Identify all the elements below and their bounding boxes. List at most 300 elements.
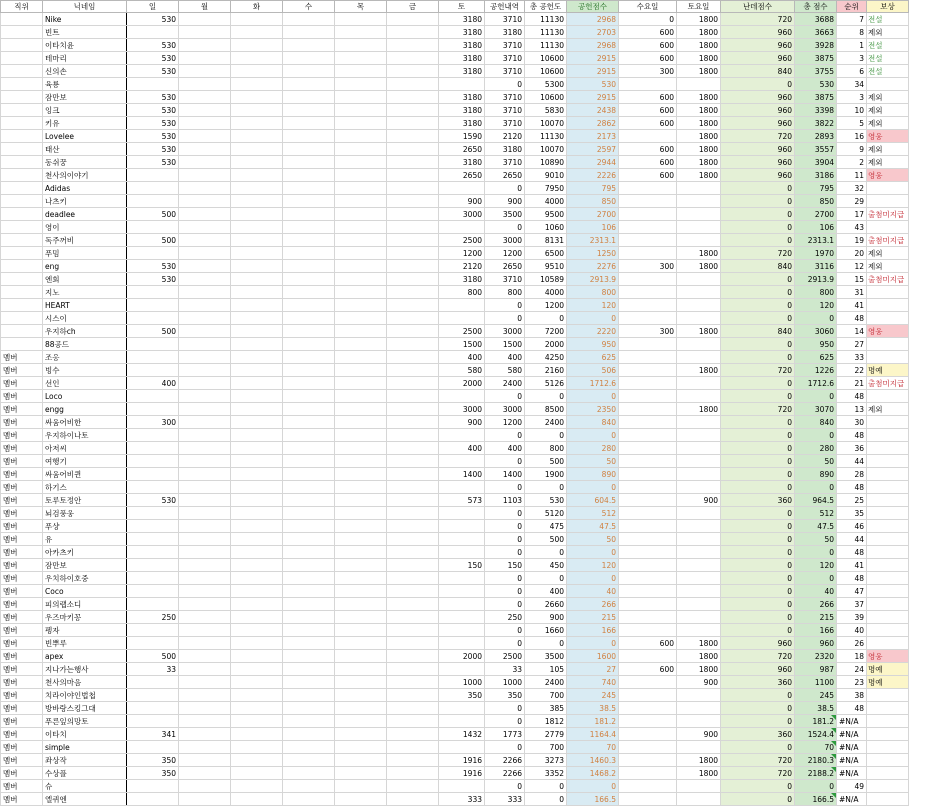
cell-wed-score[interactable] — [619, 273, 677, 286]
cell-name[interactable]: 우치하이호중 — [43, 572, 127, 585]
cell-guard-score[interactable]: 840 — [721, 325, 795, 338]
cell-sat-score[interactable] — [677, 442, 721, 455]
cell-contrib-score[interactable]: 50 — [567, 533, 619, 546]
cell-wed[interactable] — [283, 728, 335, 741]
cell-sat-score[interactable] — [677, 299, 721, 312]
cell-guard-score[interactable]: 0 — [721, 689, 795, 702]
cell-wed-score[interactable] — [619, 520, 677, 533]
cell-sun[interactable]: 530 — [127, 39, 179, 52]
cell-fri[interactable] — [387, 143, 439, 156]
cell-position[interactable]: 37 — [837, 598, 867, 611]
cell-contrib-detail[interactable]: 0 — [485, 221, 525, 234]
cell-name[interactable]: 펭자 — [43, 624, 127, 637]
cell-sat-score[interactable]: 1800 — [677, 169, 721, 182]
cell-rank[interactable]: 멤버 — [1, 715, 43, 728]
cell-guard-score[interactable]: 0 — [721, 182, 795, 195]
column-header-sun[interactable]: 일 — [127, 1, 179, 13]
cell-name[interactable]: HEART — [43, 299, 127, 312]
cell-wed[interactable] — [283, 780, 335, 793]
cell-total-score[interactable]: 0 — [795, 780, 837, 793]
cell-fri[interactable] — [387, 728, 439, 741]
cell-name[interactable]: 뇌검풍웅 — [43, 507, 127, 520]
cell-rank[interactable]: 크뤼 — [1, 26, 43, 39]
cell-total-contrib[interactable]: 2400 — [525, 676, 567, 689]
cell-position[interactable]: 27 — [837, 338, 867, 351]
cell-name[interactable]: 유 — [43, 533, 127, 546]
cell-total-contrib[interactable]: 8500 — [525, 403, 567, 416]
cell-thu[interactable] — [335, 312, 387, 325]
column-header-total-contrib[interactable]: 총 공헌도 — [525, 1, 567, 13]
cell-guard-score[interactable]: 0 — [721, 390, 795, 403]
column-header-rank[interactable]: 직위 — [1, 1, 43, 13]
cell-thu[interactable] — [335, 520, 387, 533]
column-header-tue[interactable]: 화 — [231, 1, 283, 13]
cell-tue[interactable] — [231, 637, 283, 650]
cell-wed-score[interactable] — [619, 546, 677, 559]
cell-name[interactable]: 이타치윤 — [43, 39, 127, 52]
cell-reward[interactable]: 영웅 — [867, 650, 909, 663]
cell-rank[interactable]: 엘리트 — [1, 195, 43, 208]
cell-fri[interactable] — [387, 676, 439, 689]
cell-position[interactable]: 38 — [837, 689, 867, 702]
cell-contrib-detail[interactable]: 0 — [485, 585, 525, 598]
cell-contrib-score[interactable]: 604.5 — [567, 494, 619, 507]
cell-thu[interactable] — [335, 65, 387, 78]
cell-total-contrib[interactable]: 5120 — [525, 507, 567, 520]
cell-position[interactable]: 2 — [837, 156, 867, 169]
cell-wed[interactable] — [283, 559, 335, 572]
cell-contrib-score[interactable]: 266 — [567, 598, 619, 611]
cell-mon[interactable] — [179, 364, 231, 377]
cell-tue[interactable] — [231, 624, 283, 637]
cell-wed-score[interactable] — [619, 689, 677, 702]
cell-sat[interactable]: 2120 — [439, 260, 485, 273]
cell-contrib-score[interactable]: 0 — [567, 429, 619, 442]
cell-contrib-detail[interactable]: 350 — [485, 689, 525, 702]
cell-name[interactable]: 싸움어비한 — [43, 416, 127, 429]
cell-fri[interactable] — [387, 754, 439, 767]
cell-sat-score[interactable] — [677, 455, 721, 468]
cell-wed-score[interactable]: 600 — [619, 26, 677, 39]
cell-wed[interactable] — [283, 598, 335, 611]
cell-wed[interactable] — [283, 208, 335, 221]
cell-contrib-score[interactable]: 2220 — [567, 325, 619, 338]
cell-tue[interactable] — [231, 611, 283, 624]
cell-position[interactable]: 1 — [837, 39, 867, 52]
cell-total-contrib[interactable]: 11130 — [525, 26, 567, 39]
cell-thu[interactable] — [335, 572, 387, 585]
cell-contrib-detail[interactable]: 333 — [485, 793, 525, 806]
cell-contrib-detail[interactable]: 2400 — [485, 377, 525, 390]
cell-fri[interactable] — [387, 208, 439, 221]
cell-mon[interactable] — [179, 208, 231, 221]
cell-wed[interactable] — [283, 546, 335, 559]
cell-fri[interactable] — [387, 559, 439, 572]
cell-wed[interactable] — [283, 91, 335, 104]
cell-reward[interactable] — [867, 299, 909, 312]
cell-thu[interactable] — [335, 650, 387, 663]
cell-sun[interactable] — [127, 195, 179, 208]
cell-name[interactable]: Nike — [43, 13, 127, 26]
cell-tue[interactable] — [231, 468, 283, 481]
cell-rank[interactable]: 암부 — [1, 52, 43, 65]
cell-sun[interactable] — [127, 546, 179, 559]
cell-total-score[interactable]: 47.5 — [795, 520, 837, 533]
cell-sat[interactable]: 800 — [439, 286, 485, 299]
cell-sat-score[interactable] — [677, 429, 721, 442]
cell-sat-score[interactable] — [677, 585, 721, 598]
cell-reward[interactable]: 출첨미지급 — [867, 208, 909, 221]
cell-total-score[interactable]: 2320 — [795, 650, 837, 663]
cell-contrib-detail[interactable]: 0 — [485, 182, 525, 195]
cell-position[interactable]: 23 — [837, 676, 867, 689]
cell-name[interactable]: 토루토정안 — [43, 494, 127, 507]
cell-rank[interactable]: 엘리트 — [1, 325, 43, 338]
cell-position[interactable]: #N/A — [837, 767, 867, 780]
cell-fri[interactable] — [387, 169, 439, 182]
cell-sat-score[interactable]: 1800 — [677, 13, 721, 26]
cell-contrib-detail[interactable]: 3710 — [485, 65, 525, 78]
cell-fri[interactable] — [387, 312, 439, 325]
cell-contrib-detail[interactable]: 0 — [485, 780, 525, 793]
cell-wed[interactable] — [283, 520, 335, 533]
cell-tue[interactable] — [231, 117, 283, 130]
cell-rank[interactable]: 멤버 — [1, 754, 43, 767]
cell-contrib-detail[interactable]: 3710 — [485, 13, 525, 26]
cell-contrib-detail[interactable]: 0 — [485, 299, 525, 312]
cell-thu[interactable] — [335, 325, 387, 338]
cell-thu[interactable] — [335, 741, 387, 754]
cell-contrib-detail[interactable]: 3710 — [485, 104, 525, 117]
cell-contrib-score[interactable]: 0 — [567, 572, 619, 585]
cell-tue[interactable] — [231, 572, 283, 585]
cell-contrib-detail[interactable]: 1200 — [485, 416, 525, 429]
cell-sun[interactable] — [127, 455, 179, 468]
cell-position[interactable]: 31 — [837, 286, 867, 299]
cell-reward[interactable]: 명예 — [867, 364, 909, 377]
cell-reward[interactable] — [867, 481, 909, 494]
cell-wed[interactable] — [283, 767, 335, 780]
cell-total-contrib[interactable]: 2000 — [525, 338, 567, 351]
cell-name[interactable]: 치라이야인법첩 — [43, 689, 127, 702]
cell-total-contrib[interactable]: 0 — [525, 546, 567, 559]
cell-fri[interactable] — [387, 377, 439, 390]
cell-wed[interactable] — [283, 468, 335, 481]
cell-position[interactable]: 3 — [837, 91, 867, 104]
cell-contrib-score[interactable]: 181.2 — [567, 715, 619, 728]
cell-guard-score[interactable]: 0 — [721, 299, 795, 312]
cell-contrib-detail[interactable]: 3710 — [485, 52, 525, 65]
cell-contrib-detail[interactable]: 0 — [485, 715, 525, 728]
cell-contrib-detail[interactable]: 3710 — [485, 156, 525, 169]
cell-contrib-detail[interactable]: 400 — [485, 351, 525, 364]
cell-rank[interactable]: 멤버 — [1, 533, 43, 546]
cell-fri[interactable] — [387, 442, 439, 455]
cell-sun[interactable]: 530 — [127, 494, 179, 507]
cell-name[interactable]: 지노 — [43, 286, 127, 299]
cell-total-score[interactable]: 2313.1 — [795, 234, 837, 247]
cell-wed-score[interactable] — [619, 533, 677, 546]
cell-tue[interactable] — [231, 507, 283, 520]
cell-position[interactable]: 15 — [837, 273, 867, 286]
cell-wed[interactable] — [283, 403, 335, 416]
cell-sat-score[interactable]: 1800 — [677, 767, 721, 780]
cell-mon[interactable] — [179, 767, 231, 780]
cell-fri[interactable] — [387, 299, 439, 312]
cell-sun[interactable]: 530 — [127, 143, 179, 156]
cell-total-score[interactable]: 166 — [795, 624, 837, 637]
cell-contrib-detail[interactable]: 0 — [485, 533, 525, 546]
cell-wed[interactable] — [283, 182, 335, 195]
cell-sun[interactable]: 350 — [127, 767, 179, 780]
cell-sat[interactable] — [439, 637, 485, 650]
cell-sat-score[interactable]: 900 — [677, 494, 721, 507]
cell-rank[interactable]: 엘리트 — [1, 234, 43, 247]
cell-wed[interactable] — [283, 78, 335, 91]
cell-sat-score[interactable] — [677, 195, 721, 208]
cell-reward[interactable]: 명예 — [867, 663, 909, 676]
cell-tue[interactable] — [231, 143, 283, 156]
cell-name[interactable]: 푸른잎의망토 — [43, 715, 127, 728]
cell-fri[interactable] — [387, 663, 439, 676]
cell-contrib-score[interactable]: 2350 — [567, 403, 619, 416]
cell-reward[interactable]: 출첨미지급 — [867, 234, 909, 247]
cell-position[interactable]: 49 — [837, 780, 867, 793]
cell-wed-score[interactable]: 300 — [619, 325, 677, 338]
cell-fri[interactable] — [387, 13, 439, 26]
cell-sat-score[interactable] — [677, 689, 721, 702]
cell-rank[interactable]: 암부 — [1, 91, 43, 104]
cell-sat[interactable]: 1000 — [439, 676, 485, 689]
cell-contrib-score[interactable]: 850 — [567, 195, 619, 208]
cell-sat[interactable]: 2650 — [439, 143, 485, 156]
cell-mon[interactable] — [179, 130, 231, 143]
cell-total-score[interactable]: 987 — [795, 663, 837, 676]
cell-contrib-detail[interactable]: 1103 — [485, 494, 525, 507]
cell-wed[interactable] — [283, 741, 335, 754]
cell-wed[interactable] — [283, 351, 335, 364]
cell-mon[interactable] — [179, 429, 231, 442]
column-header-wed[interactable]: 수 — [283, 1, 335, 13]
cell-name[interactable]: 아저씨 — [43, 442, 127, 455]
cell-position[interactable]: 13 — [837, 403, 867, 416]
cell-wed[interactable] — [283, 689, 335, 702]
cell-contrib-score[interactable]: 740 — [567, 676, 619, 689]
cell-mon[interactable] — [179, 312, 231, 325]
cell-contrib-score[interactable]: 2915 — [567, 65, 619, 78]
cell-sat-score[interactable] — [677, 741, 721, 754]
cell-sat-score[interactable]: 1800 — [677, 156, 721, 169]
cell-sun[interactable] — [127, 481, 179, 494]
cell-guard-score[interactable]: 0 — [721, 780, 795, 793]
cell-wed[interactable] — [283, 299, 335, 312]
cell-fri[interactable] — [387, 260, 439, 273]
cell-sat-score[interactable]: 1800 — [677, 364, 721, 377]
cell-fri[interactable] — [387, 780, 439, 793]
cell-guard-score[interactable]: 0 — [721, 338, 795, 351]
cell-position[interactable]: 18 — [837, 650, 867, 663]
cell-sun[interactable] — [127, 221, 179, 234]
cell-contrib-score[interactable]: 2597 — [567, 143, 619, 156]
cell-wed-score[interactable] — [619, 572, 677, 585]
cell-tue[interactable] — [231, 351, 283, 364]
cell-wed[interactable] — [283, 325, 335, 338]
cell-total-score[interactable]: 3755 — [795, 65, 837, 78]
cell-wed[interactable] — [283, 416, 335, 429]
cell-contrib-detail[interactable]: 3000 — [485, 234, 525, 247]
cell-sat-score[interactable] — [677, 273, 721, 286]
cell-name[interactable]: simple — [43, 741, 127, 754]
cell-mon[interactable] — [179, 143, 231, 156]
cell-sat[interactable]: 2650 — [439, 169, 485, 182]
cell-guard-score[interactable]: 0 — [721, 455, 795, 468]
cell-name[interactable]: 아카츠키 — [43, 546, 127, 559]
cell-name[interactable]: 시스이 — [43, 312, 127, 325]
cell-sat-score[interactable]: 1800 — [677, 117, 721, 130]
cell-wed-score[interactable]: 600 — [619, 156, 677, 169]
cell-thu[interactable] — [335, 702, 387, 715]
cell-thu[interactable] — [335, 247, 387, 260]
cell-fri[interactable] — [387, 65, 439, 78]
cell-contrib-detail[interactable]: 0 — [485, 507, 525, 520]
cell-contrib-detail[interactable]: 0 — [485, 390, 525, 403]
cell-wed[interactable] — [283, 286, 335, 299]
cell-mon[interactable] — [179, 559, 231, 572]
cell-thu[interactable] — [335, 104, 387, 117]
cell-contrib-detail[interactable]: 0 — [485, 572, 525, 585]
cell-contrib-score[interactable]: 840 — [567, 416, 619, 429]
cell-sun[interactable] — [127, 780, 179, 793]
cell-sat[interactable]: 3180 — [439, 39, 485, 52]
cell-mon[interactable] — [179, 351, 231, 364]
cell-tue[interactable] — [231, 702, 283, 715]
cell-total-contrib[interactable]: 5126 — [525, 377, 567, 390]
cell-reward[interactable] — [867, 598, 909, 611]
cell-tue[interactable] — [231, 91, 283, 104]
cell-total-score[interactable]: 40 — [795, 585, 837, 598]
cell-name[interactable]: 조옹 — [43, 351, 127, 364]
cell-position[interactable]: 36 — [837, 442, 867, 455]
cell-thu[interactable] — [335, 130, 387, 143]
cell-thu[interactable] — [335, 182, 387, 195]
cell-contrib-detail[interactable]: 1773 — [485, 728, 525, 741]
cell-name[interactable]: 육룡 — [43, 78, 127, 91]
cell-total-score[interactable]: 3688 — [795, 13, 837, 26]
cell-name[interactable]: 좌상작 — [43, 754, 127, 767]
column-header-mon[interactable]: 월 — [179, 1, 231, 13]
cell-sat-score[interactable] — [677, 221, 721, 234]
cell-position[interactable]: 9 — [837, 143, 867, 156]
cell-guard-score[interactable]: 0 — [721, 78, 795, 91]
cell-sun[interactable]: 350 — [127, 754, 179, 767]
cell-position[interactable]: 24 — [837, 663, 867, 676]
cell-sat[interactable] — [439, 533, 485, 546]
cell-rank[interactable]: 엘리트 — [1, 286, 43, 299]
cell-tue[interactable] — [231, 65, 283, 78]
cell-name[interactable]: 슈 — [43, 780, 127, 793]
cell-contrib-score[interactable]: 0 — [567, 312, 619, 325]
cell-reward[interactable] — [867, 546, 909, 559]
cell-sat[interactable] — [439, 429, 485, 442]
cell-contrib-score[interactable]: 800 — [567, 286, 619, 299]
cell-position[interactable]: 44 — [837, 455, 867, 468]
cell-wed[interactable] — [283, 533, 335, 546]
cell-sat[interactable] — [439, 780, 485, 793]
cell-sat[interactable]: 1916 — [439, 754, 485, 767]
cell-total-contrib[interactable]: 0 — [525, 481, 567, 494]
cell-total-contrib[interactable]: 900 — [525, 611, 567, 624]
cell-contrib-score[interactable]: 0 — [567, 780, 619, 793]
cell-name[interactable]: deadlee — [43, 208, 127, 221]
cell-position[interactable]: 12 — [837, 260, 867, 273]
cell-mon[interactable] — [179, 221, 231, 234]
cell-mon[interactable] — [179, 572, 231, 585]
cell-sat-score[interactable]: 900 — [677, 676, 721, 689]
cell-position[interactable]: 16 — [837, 130, 867, 143]
cell-name[interactable]: 천사의이야기 — [43, 169, 127, 182]
cell-mon[interactable] — [179, 299, 231, 312]
cell-rank[interactable]: 멤버 — [1, 546, 43, 559]
cell-fri[interactable] — [387, 702, 439, 715]
cell-rank[interactable]: 멤버 — [1, 637, 43, 650]
cell-sat-score[interactable]: 1800 — [677, 637, 721, 650]
cell-total-contrib[interactable]: 5830 — [525, 104, 567, 117]
cell-thu[interactable] — [335, 390, 387, 403]
cell-position[interactable]: 44 — [837, 533, 867, 546]
cell-sun[interactable] — [127, 585, 179, 598]
cell-total-score[interactable]: 850 — [795, 195, 837, 208]
cell-total-score[interactable]: 2700 — [795, 208, 837, 221]
cell-reward[interactable] — [867, 689, 909, 702]
cell-total-score[interactable]: 1970 — [795, 247, 837, 260]
cell-reward[interactable] — [867, 78, 909, 91]
cell-sat[interactable]: 2000 — [439, 650, 485, 663]
cell-thu[interactable] — [335, 507, 387, 520]
cell-wed-score[interactable] — [619, 494, 677, 507]
cell-mon[interactable] — [179, 676, 231, 689]
cell-contrib-score[interactable]: 50 — [567, 455, 619, 468]
cell-mon[interactable] — [179, 741, 231, 754]
cell-wed-score[interactable] — [619, 312, 677, 325]
cell-reward[interactable] — [867, 221, 909, 234]
cell-sun[interactable]: 250 — [127, 611, 179, 624]
cell-tue[interactable] — [231, 429, 283, 442]
cell-reward[interactable] — [867, 754, 909, 767]
cell-total-contrib[interactable]: 1660 — [525, 624, 567, 637]
cell-name[interactable]: Coco — [43, 585, 127, 598]
cell-guard-score[interactable]: 0 — [721, 715, 795, 728]
cell-sat[interactable] — [439, 312, 485, 325]
cell-contrib-score[interactable]: 215 — [567, 611, 619, 624]
cell-thu[interactable] — [335, 585, 387, 598]
cell-tue[interactable] — [231, 78, 283, 91]
cell-total-contrib[interactable]: 10070 — [525, 143, 567, 156]
cell-fri[interactable] — [387, 637, 439, 650]
cell-wed[interactable] — [283, 221, 335, 234]
cell-name[interactable]: 여행기 — [43, 455, 127, 468]
cell-rank[interactable]: 멤버 — [1, 468, 43, 481]
cell-total-contrib[interactable]: 400 — [525, 585, 567, 598]
cell-total-contrib[interactable]: 0 — [525, 312, 567, 325]
cell-rank[interactable]: 엘리트 — [1, 260, 43, 273]
cell-name[interactable]: 피의랩소디 — [43, 598, 127, 611]
cell-contrib-detail[interactable]: 0 — [485, 78, 525, 91]
cell-guard-score[interactable]: 0 — [721, 468, 795, 481]
cell-guard-score[interactable]: 0 — [721, 286, 795, 299]
cell-total-score[interactable]: 1226 — [795, 364, 837, 377]
cell-wed-score[interactable]: 0 — [619, 13, 677, 26]
cell-name[interactable]: engg — [43, 403, 127, 416]
